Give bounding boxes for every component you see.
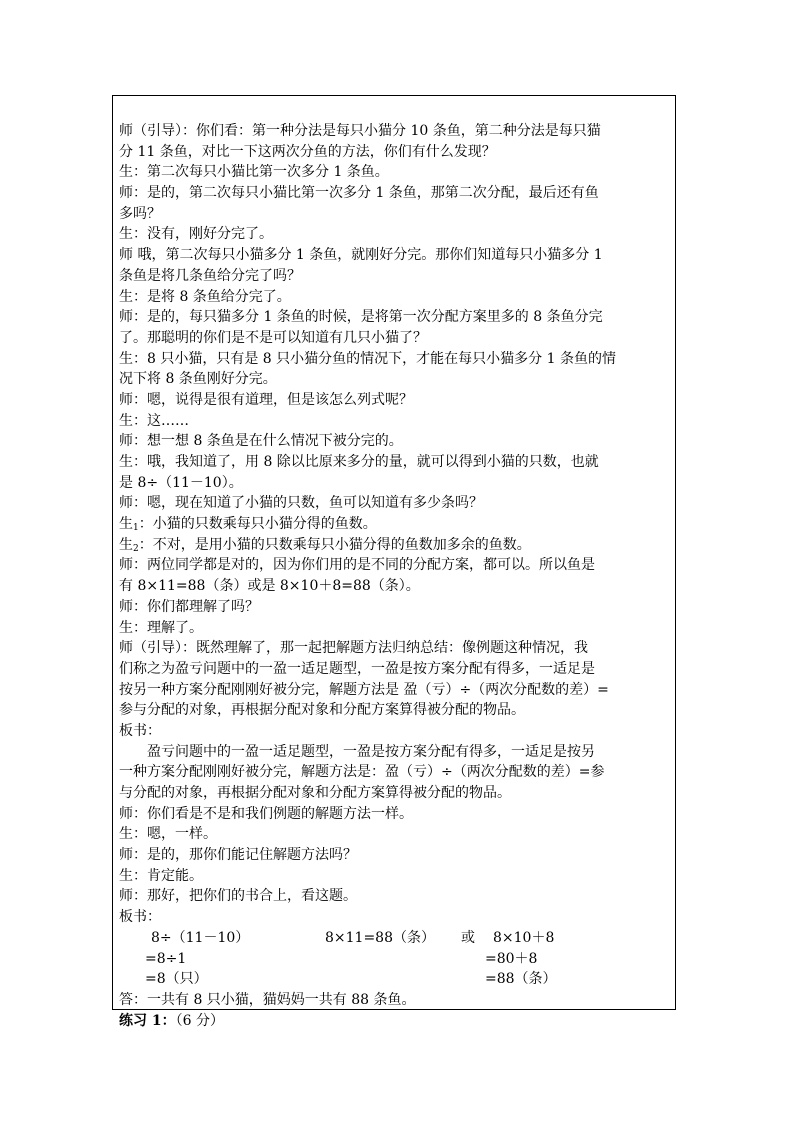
text-line: 条鱼是将几条鱼给分完了吗？ [119, 267, 301, 284]
text-line: 参与分配的对象，再根据分配对象和分配方案算得被分配的物品。 [119, 702, 525, 719]
speaker-subscript: 2 [133, 543, 139, 554]
calc-step: =8÷1 [145, 950, 187, 967]
speech-text: ：不对，是用小猫的只数乘每只小猫分得的鱼数加多余的鱼数。 [138, 536, 531, 553]
text-line: 师（引导）：既然理解了，那一起把解题方法归纳总结：像例题这种情况，我 [119, 640, 588, 657]
calc-step: =8（只） [145, 971, 208, 988]
text-line: 况下将 8 条鱼刚好分完。 [119, 371, 277, 388]
exercise-label: 练习 1： [119, 1012, 176, 1029]
text-line: 生：嗯，一样。 [119, 826, 217, 843]
text-line: 师：是的，第二次每只小猫比第一次多分 1 条鱼，那第二次分配，最后还有鱼 [119, 185, 599, 202]
text-line: 有 8×11=88（条）或是 8×10＋8=88（条）。 [119, 578, 420, 595]
calc-expression: 8×10＋8 [493, 929, 555, 946]
calc-step: =80＋8 [485, 950, 538, 967]
calc-row-2 [119, 949, 675, 970]
answer-line: 答：一共有 8 只小猫，猫妈妈一共有 88 条鱼。 [119, 991, 416, 1008]
text-line: 生：没有，刚好分完了。 [119, 226, 273, 243]
board-text-line: 盈亏问题中的一盈一适足题型，一盈是按方案分配有得多，一适足是按另 [147, 743, 595, 760]
board-heading: 板书： [119, 722, 161, 739]
text-line: 是 8÷（11－10）。 [119, 474, 243, 491]
text-line: 们称之为盈亏问题中的一盈一适足题型，一盈是按方案分配有得多，一适足是 [119, 660, 595, 677]
text-line: 师（引导）：你们看：第一种分法是每只小猫分 10 条鱼，第二种分法是每只猫 [119, 123, 601, 139]
lesson-transcript [119, 121, 675, 1031]
text-line: 师：是的，每只猫多分 1 条鱼的时候，是将第一次分配方案里多的 8 条鱼分完 [119, 309, 603, 326]
text-line: 生：8 只小猫，只有是 8 只小猫分鱼的情况下，才能在每只小猫多分 1 条鱼的情 [119, 350, 616, 367]
text-line: 师：两位同学都是对的，因为你们用的是不同的分配方案，都可以。所以鱼是 [119, 557, 595, 574]
calc-row-3 [119, 969, 675, 990]
text-line: 师：你们看是不是和我们例题的解题方法一样。 [119, 805, 413, 822]
text-line: 按另一种方案分配刚刚好被分完，解题方法是 盈（亏）÷（两次分配数的差）= [119, 681, 609, 698]
text-line: 分 11 条鱼，对比一下这两次分鱼的方法，你们有什么发现？ [119, 143, 496, 160]
exercise-score: （6 分） [175, 1012, 224, 1029]
text-line: 生：理解了。 [119, 619, 203, 636]
calc-expression: 8÷（11－10） [151, 929, 250, 946]
board-text-line: 一种方案分配刚刚好被分完，解题方法是：盈（亏）÷（两次分配数的差）=参 [119, 764, 605, 781]
text-line: 师：那好，把你们的书合上，看这题。 [119, 888, 357, 905]
text-line: 师：嗯，说得是很有道理，但是该怎么列式呢？ [119, 391, 413, 408]
document-frame [112, 95, 676, 1029]
text-line: 师：想一想 8 条鱼是在什么情况下被分完的。 [119, 433, 403, 450]
text-line: 师：是的，那你们能记住解题方法吗？ [119, 847, 357, 864]
text-line: 生：这…… [119, 412, 189, 429]
text-line: 生：第二次每只小猫比第一次多分 1 条鱼。 [119, 164, 389, 181]
text-line: 了。那聪明的你们是不是可以知道有几只小猫了？ [119, 329, 427, 346]
calc-step: =88（条） [485, 971, 557, 988]
student-1-line [119, 514, 675, 535]
calc-expression: 8×11=88（条） [325, 929, 435, 946]
board-text-line: 与分配的对象，再根据分配对象和分配方案算得被分配的物品。 [119, 785, 511, 801]
text-line: 师 哦，第二次每只小猫多分 1 条鱼，就刚好分完。那你们知道每只小猫多分 1 [119, 247, 603, 264]
speech-text: ：小猫的只数乘每只小猫分得的鱼数。 [138, 516, 377, 533]
text-line: 师：嗯，现在知道了小猫的只数，鱼可以知道有多少条吗？ [119, 495, 483, 512]
speaker-label: 生 [119, 536, 133, 553]
text-line: 生：肯定能。 [119, 867, 203, 884]
calc-connector: 或 [461, 929, 475, 946]
board-heading: 板书： [119, 909, 161, 926]
calc-row-1 [119, 928, 675, 949]
student-2-line [119, 535, 675, 556]
text-line: 师：你们都理解了吗？ [119, 598, 259, 615]
speaker-label: 生 [119, 516, 133, 533]
exercise-heading [119, 1011, 675, 1032]
text-line: 生：哦，我知道了，用 8 除以比原来多分的量，就可以得到小猫的只数，也就 [119, 454, 599, 470]
speaker-subscript: 1 [133, 523, 139, 534]
text-line: 多吗？ [119, 205, 161, 222]
text-line: 生：是将 8 条鱼给分完了。 [119, 288, 291, 305]
